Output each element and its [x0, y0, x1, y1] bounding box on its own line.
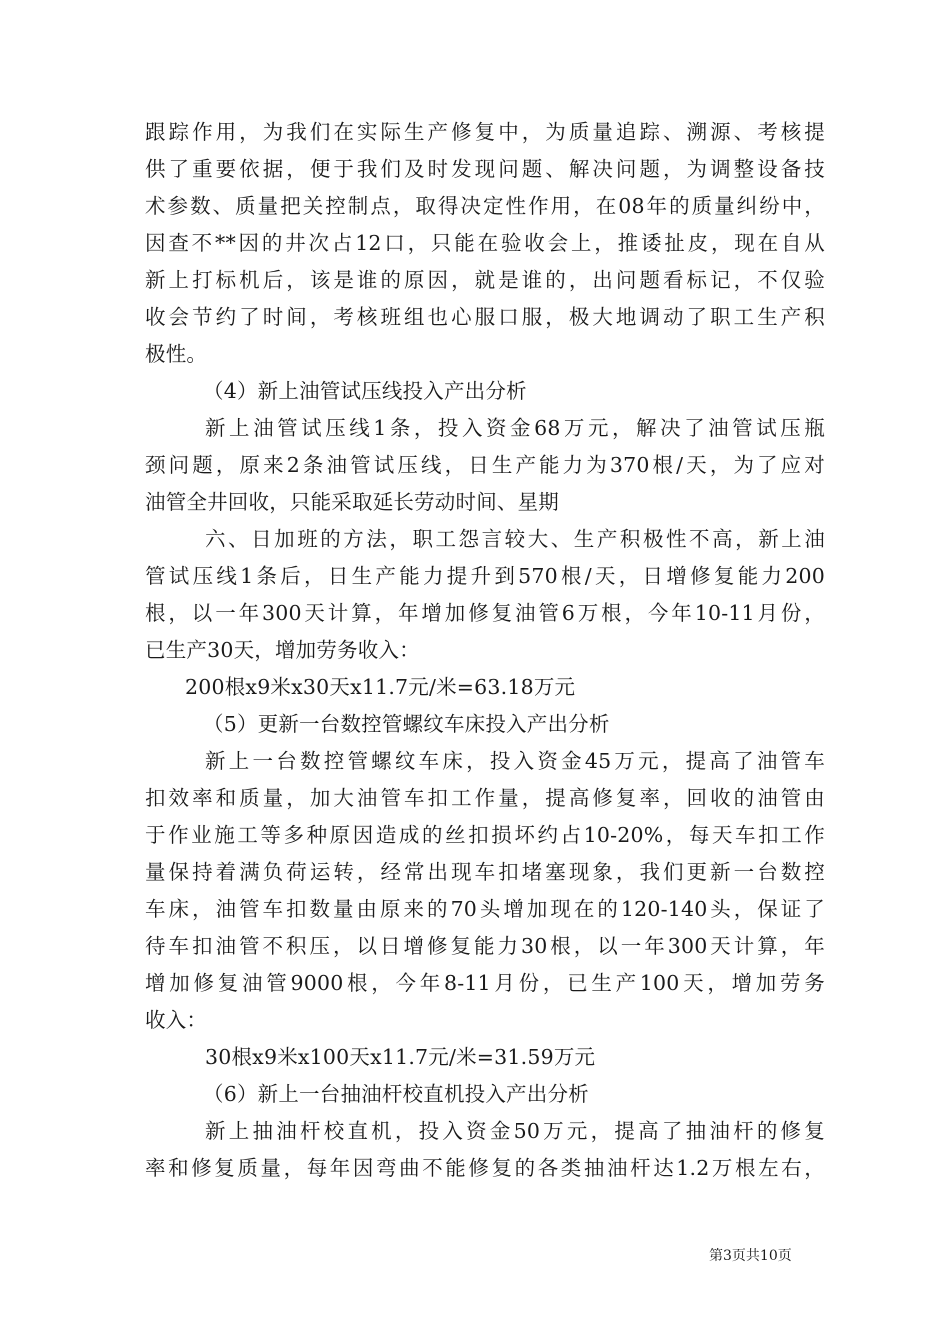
page-number: 第3页共10页 — [709, 1248, 792, 1264]
text-line: 已生产30天，增加劳务收入： — [145, 638, 420, 662]
text-line: 扣效率和质量，加大油管车扣工作量，提高修复率，回收的油管由 — [145, 786, 825, 810]
text-line: 收入： — [145, 1008, 208, 1032]
text-line: 量保持着满负荷运转，经常出现车扣堵塞现象，我们更新一台数控 — [145, 860, 825, 884]
text-line: 极性。 — [145, 342, 208, 366]
paragraph-first-line: 新上抽油杆校直机，投入资金50万元，提高了抽油杆的修复 — [205, 1119, 825, 1143]
text-line: 根，以一年300天计算，年增加修复油管6万根，今年10-11月份， — [145, 601, 825, 625]
formula-line: 200根x9米x30天x11.7元/米=63.18万元 — [185, 675, 576, 699]
section-heading: （5）更新一台数控管螺纹车床投入产出分析 — [203, 712, 610, 736]
text-line: 率和修复质量，每年因弯曲不能修复的各类抽油杆达1.2万根左右， — [145, 1156, 825, 1180]
text-line: 油管全井回收，只能采取延长劳动时间、星期 — [145, 490, 559, 514]
text-line: 待车扣油管不积压，以日增修复能力30根，以一年300天计算，年 — [145, 934, 825, 958]
formula-line: 30根x9米x100天x11.7元/米=31.59万元 — [205, 1045, 596, 1069]
text-line: 收会节约了时间，考核班组也心服口服，极大地调动了职工生产积 — [145, 305, 825, 329]
text-line: 车床，油管车扣数量由原来的70头增加现在的120-140头，保证了 — [145, 897, 825, 921]
text-line: 跟踪作用，为我们在实际生产修复中，为质量追踪、溯源、考核提 — [145, 120, 825, 144]
paragraph-first-line: 新上一台数控管螺纹车床，投入资金45万元，提高了油管车 — [205, 749, 825, 773]
paragraph-first-line: 六、日加班的方法，职工怨言较大、生产积极性不高，新上油 — [205, 527, 825, 551]
text-line: 颈问题，原来2条油管试压线，日生产能力为370根/天，为了应对 — [145, 453, 825, 477]
text-line: 供了重要依据，便于我们及时发现问题、解决问题，为调整设备技 — [145, 157, 825, 181]
text-line: 术参数、质量把关控制点，取得决定性作用，在08年的质量纠纷中， — [145, 194, 825, 218]
section-heading: （6）新上一台抽油杆校直机投入产出分析 — [203, 1082, 589, 1106]
text-line: 增加修复油管9000根，今年8-11月份，已生产100天，增加劳务 — [145, 971, 825, 995]
text-line: 于作业施工等多种原因造成的丝扣损坏约占10-20%，每天车扣工作 — [145, 823, 825, 847]
paragraph-first-line: 新上油管试压线1条，投入资金68万元，解决了油管试压瓶 — [205, 416, 825, 440]
text-line: 管试压线1条后，日生产能力提升到570根/天，日增修复能力200 — [145, 564, 825, 588]
text-line: 因查不**因的井次占12口，只能在验收会上，推诿扯皮，现在自从 — [145, 231, 825, 255]
section-heading: （4）新上油管试压线投入产出分析 — [203, 379, 527, 403]
text-line: 新上打标机后，该是谁的原因，就是谁的，出问题看标记，不仅验 — [145, 268, 825, 292]
document-body — [145, 114, 825, 1187]
